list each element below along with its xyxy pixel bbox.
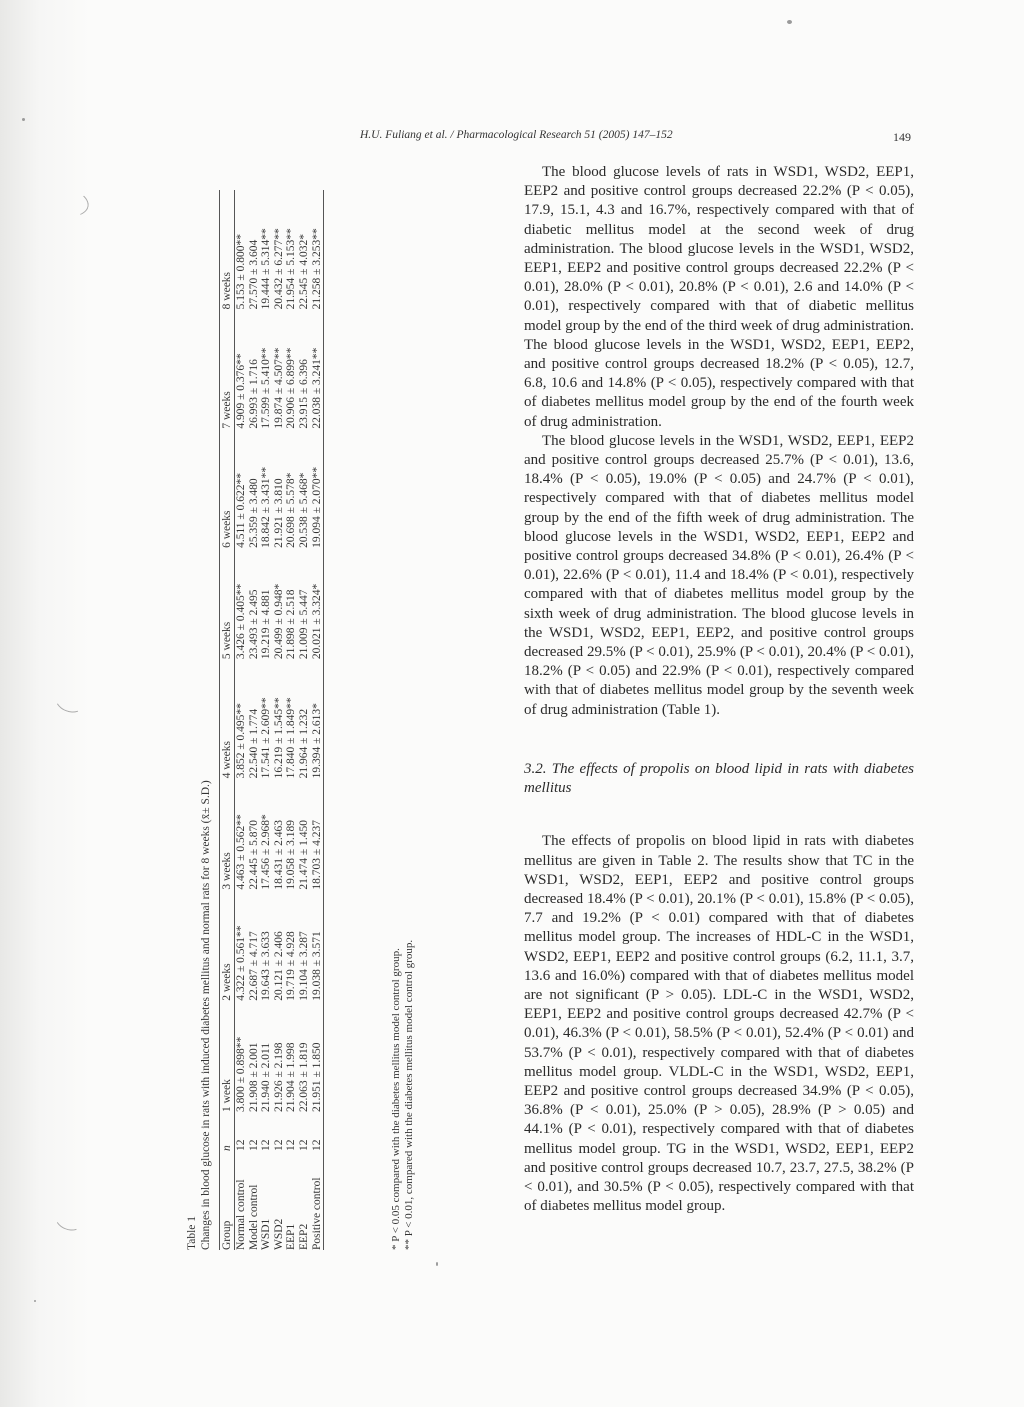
table-cell: 17.840 ± 1.849** — [285, 697, 298, 779]
table-cell: 21.898 ± 2.518 — [285, 589, 298, 660]
table-cell: 12 — [297, 1139, 310, 1151]
page-number: 149 — [893, 130, 911, 144]
table-cell: 19.104 ± 3.287 — [297, 931, 310, 1001]
table-cell: 19.643 ± 3.633 — [260, 931, 273, 1001]
table-cell: 22.540 ± 1.774 — [247, 708, 260, 779]
table-cell: 12 — [311, 1112, 324, 1151]
table-row — [285, 190, 298, 1250]
table-header-row — [220, 190, 235, 1250]
table-cell: EEP2 — [297, 1223, 310, 1250]
table-footnote: ** P < 0.01, compared with the diabetes mellitus model control group. — [403, 939, 415, 1250]
table-cell: 18.703 ± 4.237 — [311, 778, 324, 889]
table-cell: 21.258 ± 3.253** — [311, 190, 324, 309]
table-cell: 17.541 ± 2.609** — [260, 697, 273, 779]
col-header: 6 weeks — [220, 429, 235, 548]
table-cell: 18.431 ± 2.463 — [272, 820, 285, 890]
paragraph: The blood glucose levels of rats in WSD1, WSD2, EEP1, EEP2 and positive control groups decreased 22.2% (P < 0.05), 17.9, 15.1, 4.3 and 16.7%, respectively compared with that of diabetic mellitus model at the second week of drug administration. The blood glucose levels in the WSD1, WSD2, EEP1, EEP2 and positive control groups decreased 22.2% (P < 0.01), 28.0% (P < 0.01), 20.8% (P < 0.01), 2.6 and 14.0% (P < 0.01), respectively compared with that of diabetic mellitus model group by the end of the third week of drug administration. The blood glucose levels in the WSD1, WSD2, EEP1, EEP2, and positive control groups decreased 18.2% (P < 0.05), 12.7, 6.8, 10.6 and 14.8% (P < 0.05), respectively compared with that of diabetes mellitus model group by the end of the fourth week of drug administration. — [524, 164, 914, 430]
table-cell: 12 — [247, 1139, 260, 1151]
table-cell: 19.058 ± 3.189 — [285, 820, 298, 890]
table-row — [273, 190, 286, 1250]
col-header: 1 week — [220, 1001, 235, 1112]
table-cell: 21.954 ± 5.153** — [285, 228, 298, 310]
table-cell: 3.800 ± 0.898** — [235, 1036, 247, 1112]
table-cell: 17.599 ± 5.410** — [260, 347, 273, 429]
col-header: 2 weeks — [220, 890, 235, 1001]
table-cell: 12 — [272, 1139, 285, 1151]
table-row — [248, 190, 261, 1250]
table-cell: WSD1 — [260, 1218, 273, 1250]
paragraph: The blood glucose levels in the WSD1, WSD2, EEP1, EEP2 and positive control groups decreased 25.7% (P < 0.01), 13.6, 18.4% (P < 0.05), 19.0% (P < 0.05) and 24.7% (P < 0.01), respectively compared with that of diabetes mellitus model group by the end of the fifth week of drug administration. The blood glucose levels in the WSD1, WSD2, EEP1, EEP2 and positive control groups decreased 34.8% (P < 0.01), 26.4% (P < 0.01), 22.6% (P < 0.01), 11.4 and 18.4% (P < 0.01), respectively compared with that of diabetes mellitus model group by the sixth week of drug administration. The blood glucose levels in the WSD1, WSD2, EEP1, EEP2, and positive control groups decreased 29.5% (P < 0.01), 25.9% (P < 0.01), 20.4% (P < 0.01), 18.2% (P < 0.05) and 22.9% (P < 0.01), respectively compared with that of diabetes mellitus model group by the seventh week of drug administration (Table 1). — [524, 432, 914, 718]
section-heading: 3.2. The effects of propolis on blood lipid in rats with diabetes mellitus — [524, 760, 914, 797]
table-cell: Positive control — [311, 1151, 324, 1250]
table-row — [260, 190, 273, 1250]
table-cell: 4.511 ± 0.622** — [235, 473, 247, 548]
table-cell: 19.444 ± 5.314** — [260, 228, 273, 310]
table-cell: 22.038 ± 3.241** — [311, 309, 324, 428]
text-column — [524, 163, 914, 1216]
col-header: 5 weeks — [220, 548, 235, 659]
table-cell: 17.456 ± 2.968* — [260, 814, 273, 890]
table-cell: 16.219 ± 1.545** — [272, 697, 285, 779]
table-cell: 22.063 ± 1.819 — [297, 1042, 310, 1112]
table-cell: 12 — [235, 1139, 247, 1151]
table-cell: 12 — [260, 1139, 273, 1151]
table-cell: 4.322 ± 0.561** — [235, 925, 247, 1001]
table-cell: 19.219 ± 4.881 — [260, 589, 273, 660]
table-cell: 5.153 ± 0.800** — [235, 234, 247, 310]
table-footnotes — [390, 940, 416, 1250]
table-row — [311, 190, 324, 1250]
table-cell: 20.538 ± 5.468* — [297, 472, 310, 548]
table-cell: 22.545 ± 4.032* — [297, 234, 310, 310]
col-header: 7 weeks — [220, 309, 235, 428]
table-caption — [185, 780, 213, 1250]
table-cell: 19.394 ± 2.613* — [311, 659, 324, 778]
table-cell: 21.474 ± 1.450 — [297, 820, 310, 890]
table-cell: 19.094 ± 2.070** — [311, 429, 324, 548]
table-cell: Model control — [247, 1184, 260, 1250]
table-cell: 4.909 ± 0.376** — [235, 353, 247, 429]
table-row — [298, 190, 311, 1250]
col-header: Group — [220, 1151, 235, 1250]
table-region — [185, 160, 415, 1250]
col-header: n — [220, 1112, 235, 1151]
table-cell: 21.940 ± 2.011 — [260, 1042, 273, 1112]
table-cell: 27.570 ± 3.604 — [247, 239, 260, 310]
table-cell: 21.951 ± 1.850 — [311, 1001, 324, 1112]
rotated-table — [185, 160, 415, 1250]
table-cell: 19.038 ± 3.571 — [311, 890, 324, 1001]
table-cell: 22.445 ± 5.870 — [247, 820, 260, 890]
scan-speck — [22, 118, 25, 121]
table-cell: 21.964 ± 1.232 — [297, 708, 310, 779]
table-cell: 3.852 ± 0.495** — [235, 703, 247, 779]
table-cell: 21.908 ± 2.001 — [247, 1042, 260, 1112]
table-cell: 21.904 ± 1.998 — [285, 1042, 298, 1112]
table-footnote: * P < 0.05 compared with the diabetes mellitus model control group. — [390, 948, 402, 1250]
table-body — [235, 190, 324, 1250]
table-cell: 21.926 ± 2.198 — [272, 1042, 285, 1112]
col-header: 3 weeks — [220, 778, 235, 889]
table-title: Changes in blood glucose in rats with induced diabetes mellitus and normal rats for 8 weeks (x̄± S.D.) — [200, 780, 212, 1250]
table-cell: 23.915 ± 6.396 — [297, 359, 310, 429]
table-cell: 20.121 ± 2.406 — [272, 931, 285, 1001]
running-header: H.U. Fuliang et al. / Pharmacological Research 51 (2005) 147–152 — [360, 129, 673, 141]
paragraph: The effects of propolis on blood lipid in rats with diabetes mellitus are given in Table 2. The results show that TC in the WSD1, WSD2, EEP1, EEP2 and positive control groups decreased 18.4% (P < 0.01), 20.1% (P < 0.01), 15.8% (P < 0.05), 7.7 and 19.2% (P < 0.01) compared with that of diabetes mellitus model group. The increases of HDL-C in the WSD1, WSD2, EEP1, EEP2 and positive control groups (6.2, 11.1, 3.7, 13.6 and 16.0%) compared with that of diabetes mellitus model are not significant (P > 0.05). LDL-C in the WSD1, WSD2, EEP1, EEP2 and positive control groups decreased 42.7% (P < 0.01), 46.3% (P < 0.01), 58.5% (P < 0.01), 52.4% (P < 0.01) and 53.7% (P < 0.01), respectively compared with that of diabetes mellitus model group. VLDL-C in the WSD1, WSD2, EEP1, EEP2 and positive control groups decreased 34.9% (P < 0.05), 36.8% (P < 0.01), 25.0% (P > 0.05), 28.9% (P > 0.05) and 44.1% (P < 0.01), respectively compared with that of diabetes mellitus model group. TG in the WSD1, WSD2, EEP1, EEP2 and positive control groups decreased 10.7, 23.7, 27.5, 38.2% (P < 0.01), and 30.5% (P < 0.05), respectively compared with that of diabetes mellitus model group. — [524, 833, 914, 1215]
table-cell: EEP1 — [285, 1223, 298, 1250]
table-row — [235, 190, 248, 1250]
col-header: 8 weeks — [220, 190, 235, 309]
table-cell: Normal control — [235, 1179, 247, 1250]
table-cell: 21.009 ± 5.447 — [297, 589, 310, 660]
table-cell: 20.499 ± 0.948* — [272, 583, 285, 660]
table-cell: 20.021 ± 3.324* — [311, 548, 324, 659]
table-cell: 20.698 ± 5.578* — [285, 472, 298, 548]
table-cell: 21.921 ± 3.810 — [272, 478, 285, 548]
table-cell: 20.432 ± 6.277** — [272, 228, 285, 310]
table-cell: 20.906 ± 6.899** — [285, 347, 298, 429]
table-cell: 19.874 ± 4.507** — [272, 347, 285, 429]
table-cell: 19.719 ± 4.928 — [285, 931, 298, 1001]
scan-speck — [34, 1300, 36, 1302]
table-cell: 18.842 ± 3.431** — [260, 466, 273, 548]
scan-speck — [436, 1262, 438, 1266]
col-header: 4 weeks — [220, 659, 235, 778]
table-cell: 4.463 ± 0.562** — [235, 814, 247, 890]
table-cell: 3.426 ± 0.405** — [235, 583, 247, 660]
table-cell: 23.493 ± 2.495 — [247, 589, 260, 660]
table-cell: 12 — [285, 1139, 298, 1151]
table-cell: 26.993 ± 1.716 — [247, 359, 260, 429]
table-label: Table 1 — [186, 1215, 198, 1250]
table-cell: 25.359 ± 3.480 — [247, 478, 260, 548]
scan-speck — [787, 20, 792, 24]
table-cell: 22.687 ± 4.717 — [247, 931, 260, 1001]
blood-glucose-table — [219, 190, 324, 1250]
table-cell: WSD2 — [272, 1218, 285, 1250]
